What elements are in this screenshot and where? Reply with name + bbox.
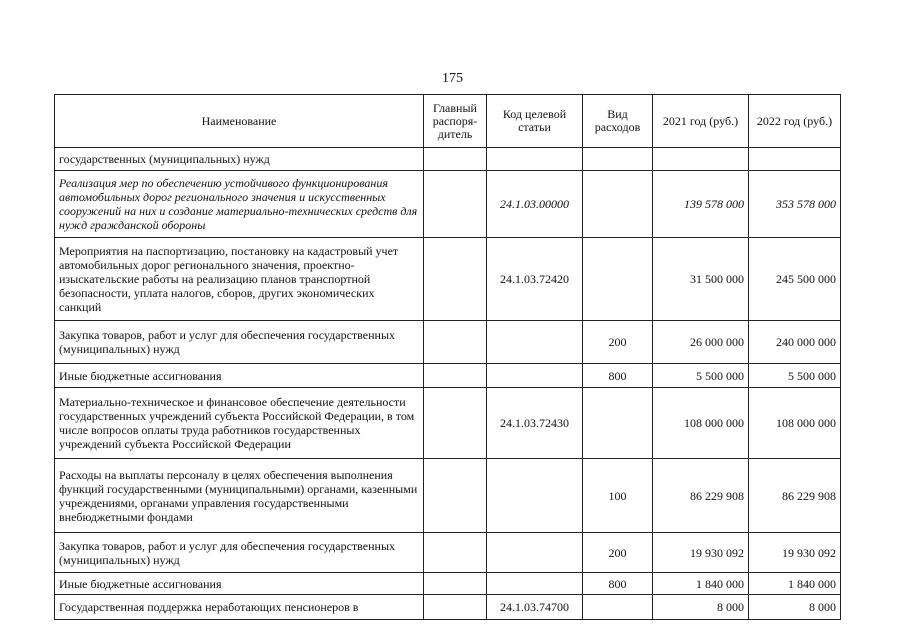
table-row bbox=[55, 459, 841, 533]
table-row bbox=[55, 321, 841, 364]
row-manager-cell bbox=[424, 533, 487, 573]
row-expense-type-cell: 200 bbox=[583, 533, 653, 573]
row-amount-2022-cell: 240 000 000 bbox=[749, 321, 841, 364]
row-manager-cell bbox=[424, 171, 487, 238]
row-amount-2022-cell: 8 000 bbox=[749, 595, 841, 620]
table-row bbox=[55, 364, 841, 388]
header-expense-type: Вид расходов bbox=[583, 95, 653, 148]
row-expense-type-cell bbox=[583, 595, 653, 620]
header-name: Наименование bbox=[55, 95, 424, 148]
row-amount-2021-cell bbox=[653, 148, 749, 171]
row-name-cell: Мероприятия на паспортизацию, постановку на кадастровый учет автомобильных дорог регионального значения, проектно-изыскательские работы на реализацию планов транспортной безопасности, уплата налогов, сборов, других экономических санкций bbox=[55, 238, 424, 321]
row-name-cell: Реализация мер по обеспечению устойчивого функционирования автомобильных дорог регионального значения и искусственных сооружений на них и создание материально-технических средств для нужд гражданской обороны bbox=[55, 171, 424, 238]
table-row bbox=[55, 238, 841, 321]
row-name-cell: Иные бюджетные ассигнования bbox=[55, 364, 424, 388]
table-row bbox=[55, 573, 841, 595]
row-code-cell bbox=[487, 459, 583, 533]
row-amount-2021-cell: 19 930 092 bbox=[653, 533, 749, 573]
row-code-cell: 24.1.03.72430 bbox=[487, 388, 583, 459]
budget-table bbox=[54, 94, 841, 620]
row-manager-cell bbox=[424, 364, 487, 388]
row-amount-2022-cell: 1 840 000 bbox=[749, 573, 841, 595]
row-amount-2022-cell: 5 500 000 bbox=[749, 364, 841, 388]
row-amount-2022-cell: 108 000 000 bbox=[749, 388, 841, 459]
row-amount-2021-cell: 1 840 000 bbox=[653, 573, 749, 595]
header-row bbox=[55, 95, 841, 148]
row-name-cell: Государственная поддержка неработающих пенсионеров в bbox=[55, 595, 424, 620]
row-name-cell: Закупка товаров, работ и услуг для обеспечения государственных (муниципальных) нужд bbox=[55, 533, 424, 573]
row-expense-type-cell: 200 bbox=[583, 321, 653, 364]
row-amount-2021-cell: 5 500 000 bbox=[653, 364, 749, 388]
row-amount-2022-cell bbox=[749, 148, 841, 171]
row-amount-2022-cell: 19 930 092 bbox=[749, 533, 841, 573]
row-manager-cell bbox=[424, 595, 487, 620]
table-row bbox=[55, 533, 841, 573]
row-name-cell: Закупка товаров, работ и услуг для обеспечения государственных (муниципальных) нужд bbox=[55, 321, 424, 364]
row-expense-type-cell bbox=[583, 148, 653, 171]
row-code-cell bbox=[487, 148, 583, 171]
row-code-cell bbox=[487, 364, 583, 388]
row-amount-2021-cell: 86 229 908 bbox=[653, 459, 749, 533]
row-name-cell: Иные бюджетные ассигнования bbox=[55, 573, 424, 595]
row-expense-type-cell bbox=[583, 171, 653, 238]
row-manager-cell bbox=[424, 238, 487, 321]
header-year-2021: 2021 год (руб.) bbox=[653, 95, 749, 148]
table-row bbox=[55, 595, 841, 620]
row-code-cell bbox=[487, 573, 583, 595]
row-manager-cell bbox=[424, 148, 487, 171]
row-expense-type-cell: 100 bbox=[583, 459, 653, 533]
row-amount-2022-cell: 86 229 908 bbox=[749, 459, 841, 533]
row-amount-2021-cell: 139 578 000 bbox=[653, 171, 749, 238]
row-amount-2021-cell: 8 000 bbox=[653, 595, 749, 620]
header-year-2022: 2022 год (руб.) bbox=[749, 95, 841, 148]
row-name-cell: государственных (муниципальных) нужд bbox=[55, 148, 424, 171]
header-main-manager: Главный распоря-дитель bbox=[424, 95, 487, 148]
row-name-cell: Расходы на выплаты персоналу в целях обеспечения выполнения функций государственными (муниципальными) органами, казенными учреждениями, органами управления государственными внебюджетными фондами bbox=[55, 459, 424, 533]
row-name-cell: Материально-техническое и финансовое обеспечение деятельности государственных учреждений субъекта Российской Федерации, в том числе вопросов оплаты труда работников государственных учреждений субъекта Российской Федерации bbox=[55, 388, 424, 459]
table-row bbox=[55, 388, 841, 459]
row-code-cell bbox=[487, 533, 583, 573]
table-row bbox=[55, 148, 841, 171]
row-amount-2022-cell: 353 578 000 bbox=[749, 171, 841, 238]
header-target-code: Код целевой статьи bbox=[487, 95, 583, 148]
table-row bbox=[55, 171, 841, 238]
row-manager-cell bbox=[424, 459, 487, 533]
row-expense-type-cell: 800 bbox=[583, 364, 653, 388]
row-code-cell: 24.1.03.00000 bbox=[487, 171, 583, 238]
row-code-cell: 24.1.03.74700 bbox=[487, 595, 583, 620]
row-expense-type-cell bbox=[583, 238, 653, 321]
row-amount-2022-cell: 245 500 000 bbox=[749, 238, 841, 321]
row-code-cell: 24.1.03.72420 bbox=[487, 238, 583, 321]
row-manager-cell bbox=[424, 321, 487, 364]
row-amount-2021-cell: 26 000 000 bbox=[653, 321, 749, 364]
row-manager-cell bbox=[424, 573, 487, 595]
row-amount-2021-cell: 108 000 000 bbox=[653, 388, 749, 459]
row-expense-type-cell bbox=[583, 388, 653, 459]
row-amount-2021-cell: 31 500 000 bbox=[653, 238, 749, 321]
page-number: 175 bbox=[442, 71, 463, 86]
row-manager-cell bbox=[424, 388, 487, 459]
row-expense-type-cell: 800 bbox=[583, 573, 653, 595]
row-code-cell bbox=[487, 321, 583, 364]
